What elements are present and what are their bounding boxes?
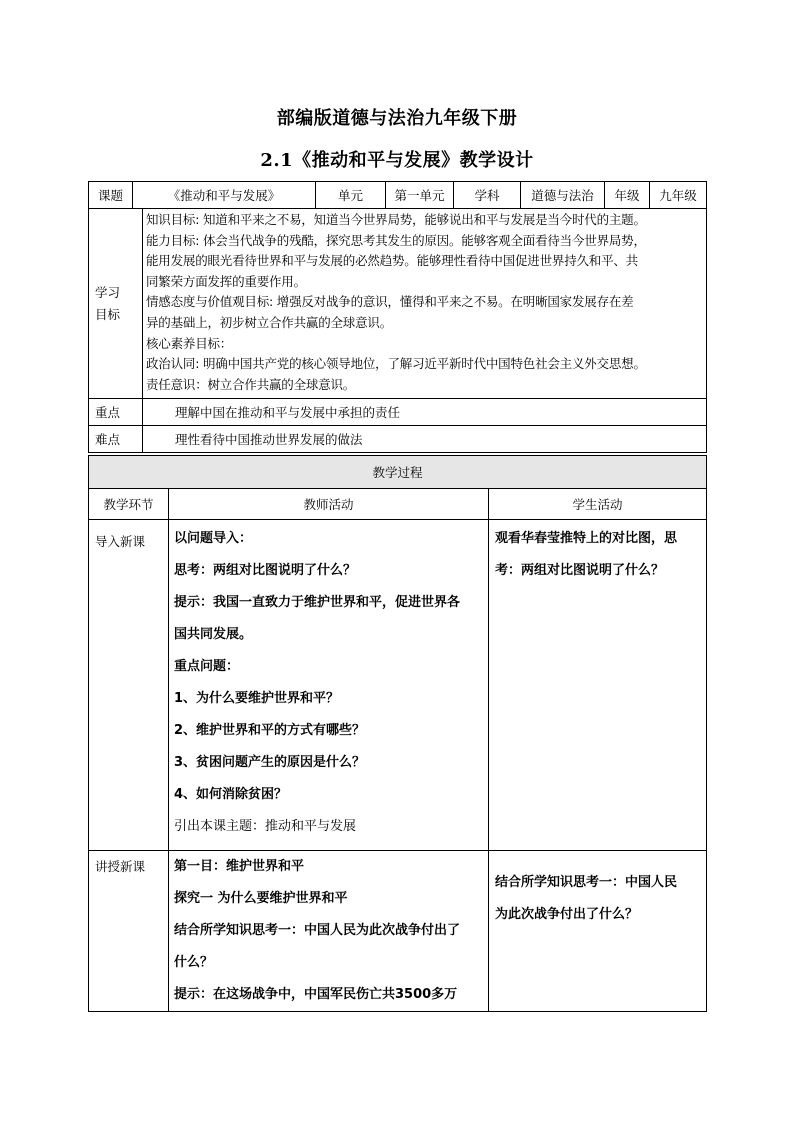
teacher-line: 4、如何消除贫困？ — [174, 787, 288, 802]
student-line: 观看华春莹推特上的对比图，思 — [495, 531, 678, 546]
document-title: 部编版道德与法治九年级下册 — [276, 108, 518, 129]
lecture-stage: 讲授新课 — [89, 851, 169, 1012]
teacher-line: 引出本课主题：推动和平与发展 — [174, 819, 357, 834]
teacher-line: 3、贫困问题产生的原因是什么？ — [174, 755, 366, 770]
student-line: 考：两组对比图说明了什么？ — [495, 563, 665, 578]
subject-value: 道德与法治 — [521, 182, 605, 209]
student-line: 结合所学知识思考一：中国人民 — [495, 875, 678, 890]
goal-line: 政治认同: 明确中国共产党的核心领导地位，了解习近平新时代中国特色社会主义外交思想。 — [146, 356, 646, 372]
subject-label: 学科 — [454, 182, 521, 209]
goal-line: 同繁荣方面发挥的重要作用。 — [146, 273, 306, 289]
goal-line: 责任意识：树立合作共赢的全球意识。 — [146, 376, 356, 392]
unit-value: 第一单元 — [386, 182, 454, 209]
goals-table — [88, 208, 707, 453]
grade-value: 九年级 — [650, 182, 707, 209]
goal-line: 核心素养目标： — [146, 335, 233, 351]
lecture-teacher-activity — [169, 851, 489, 1012]
teacher-line: 思考：两组对比图说明了什么？ — [174, 563, 357, 578]
teacher-line: 以问题导入： — [174, 531, 253, 546]
teacher-line: 第一目：维护世界和平 — [174, 859, 305, 874]
process-table — [88, 455, 707, 1012]
process-banner: 教学过程 — [89, 456, 707, 489]
topic-value: 《推动和平与发展》 — [133, 182, 316, 209]
difficulty-label: 难点 — [89, 426, 143, 453]
goals-content — [143, 209, 707, 399]
document-subtitle: 2.1《推动和平与发展》教学设计 — [260, 150, 534, 171]
teacher-line: 探究一 为什么要维护世界和平 — [174, 891, 348, 906]
teacher-line: 国共同发展。 — [174, 627, 253, 642]
info-table — [88, 181, 707, 209]
teacher-line: 1、为什么要维护世界和平？ — [174, 691, 340, 706]
lecture-student-activity — [489, 851, 707, 1012]
teacher-line: 什么？ — [174, 955, 214, 970]
intro-teacher-activity — [169, 520, 489, 851]
goal-line: 能力目标: 体会当代战争的残酷，探究思考其发生的原因。能够客观全面看待当今世界局势， — [146, 232, 646, 248]
difficulty-text: 理性看待中国推动世界发展的做法 — [143, 426, 707, 453]
key-point-label: 重点 — [89, 399, 143, 426]
key-point-text: 理解中国在推动和平与发展中承担的责任 — [143, 399, 707, 426]
goals-label — [89, 209, 143, 399]
intro-stage: 导入新课 — [89, 520, 169, 851]
goals-label-line2: 目标 — [95, 306, 121, 322]
teacher-line: 提示：我国一直致力于维护世界和平，促进世界各 — [174, 595, 461, 610]
intro-student-activity — [489, 520, 707, 851]
goal-line: 知识目标: 知道和平来之不易，知道当今世界局势，能够说出和平与发展是当今时代的主题。 — [146, 212, 646, 227]
goal-line: 能用发展的眼光看待世界和平与发展的必然趋势。能够理性看待中国促进世界持久和平、共 — [146, 253, 639, 269]
goals-label-line1: 学习 — [95, 284, 121, 300]
topic-label: 课题 — [89, 182, 133, 209]
teacher-line: 重点问题： — [174, 659, 240, 674]
teacher-line: 结合所学知识思考一：中国人民为此次战争付出了 — [174, 923, 461, 938]
goal-line: 异的基础上，初步树立合作共赢的全球意识。 — [146, 314, 393, 330]
student-line: 为此次战争付出了什么？ — [495, 907, 639, 922]
goal-line: 情感态度与价值观目标: 增强反对战争的意识，懂得和平来之不易。在明晰国家发展存在差 — [146, 294, 634, 310]
stage-header: 教学环节 — [89, 489, 169, 520]
student-header: 学生活动 — [489, 489, 707, 520]
teacher-line: 2、维护世界和平的方式有哪些？ — [174, 723, 366, 738]
teacher-header: 教师活动 — [169, 489, 489, 520]
teacher-line: 提示：在这场战争中，中国军民伤亡共3500多万 — [174, 987, 458, 1002]
unit-label: 单元 — [316, 182, 386, 209]
grade-label: 年级 — [605, 182, 650, 209]
